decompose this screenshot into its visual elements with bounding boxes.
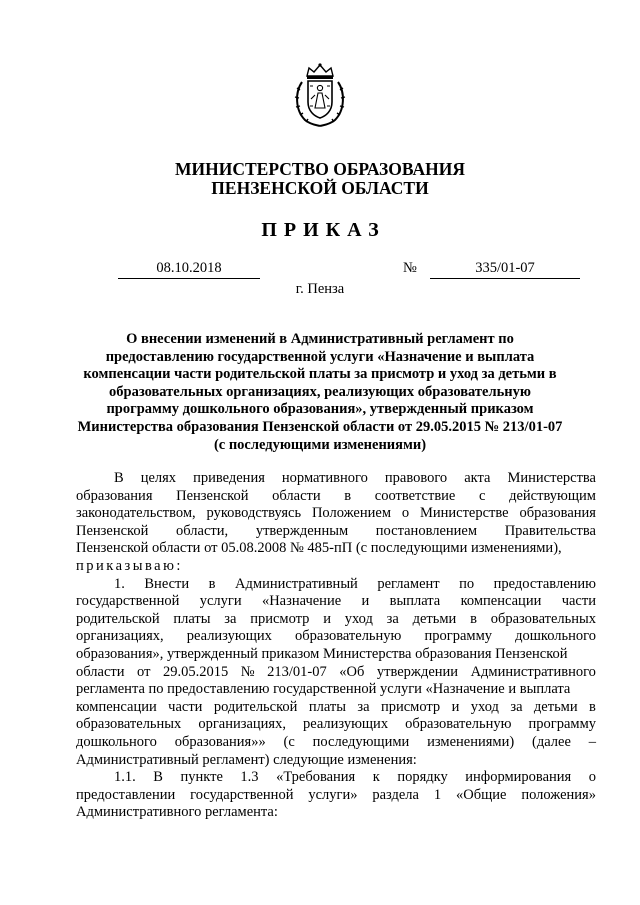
body-line (76, 804, 596, 822)
title-line: О внесении изменений в Административный регламент по (126, 331, 514, 347)
body-text: детьми (533, 698, 578, 715)
order-city: г. Пенза (295, 281, 345, 297)
body-text: действующим (509, 487, 596, 504)
number-sign: № (403, 260, 417, 276)
body-text: Положением (311, 505, 392, 522)
body-text: присмотр (380, 698, 441, 715)
body-text: предоставлении (76, 786, 176, 803)
body-line (76, 611, 596, 629)
body-text: В (153, 769, 163, 786)
body-text: с (479, 487, 486, 504)
body-line (76, 558, 596, 576)
body-text: государственной (190, 786, 294, 803)
body-text: образовательную (295, 628, 402, 645)
body-text: выплата (389, 593, 441, 610)
body-line (76, 540, 596, 558)
body-text: Правительства (504, 522, 596, 539)
body-line (76, 734, 596, 752)
body-text: в (208, 575, 216, 592)
body-text: Пензенской (176, 487, 249, 504)
body-text: организациях, (76, 628, 164, 645)
body-text: услуги (199, 593, 242, 610)
body-text: образовательных (76, 716, 182, 733)
body-text: 213/01-07 (267, 663, 327, 680)
body-text: организациях, (198, 716, 286, 733)
body-text: образования (519, 505, 596, 522)
body-text: Административного регламента: (76, 804, 278, 821)
body-line (76, 488, 596, 506)
body-text: в (470, 610, 477, 627)
body-text: к (372, 769, 380, 786)
body-text: реализующих (302, 716, 389, 733)
body-text: части (561, 593, 596, 610)
body-text: и (323, 610, 331, 627)
body-line (76, 699, 596, 717)
body-text: образования», утвержденный приказом Министерства образования Пензенской (76, 645, 568, 662)
body-text: регламент (377, 575, 440, 592)
ministry-name (0, 160, 640, 198)
title-line: компенсации части родительской платы за присмотр и уход за детьми в (83, 366, 557, 383)
body-text: 1.1. (114, 769, 136, 786)
body-text: «Назначение (261, 593, 342, 610)
body-line (76, 628, 596, 646)
body-line (76, 505, 596, 523)
body-text: программу (424, 628, 493, 645)
body-text: № (240, 663, 255, 680)
body-text: (с (283, 733, 295, 750)
body-text: платы (308, 698, 346, 715)
body-text: соответствие (374, 487, 456, 504)
body-text: дошкольного (515, 628, 596, 645)
body-text: Внести (144, 575, 190, 592)
body-text: раздела (372, 786, 419, 803)
body-text: «Общие (455, 786, 507, 803)
body-line (76, 664, 596, 682)
body-text: о (588, 769, 596, 786)
body-text: присмотр (250, 610, 310, 627)
body-text: от (137, 663, 151, 680)
body-text: области (272, 487, 321, 504)
ministry-line-1: МИНИСТЕРСТВО ОБРАЗОВАНИЯ (175, 159, 465, 179)
order-title (60, 331, 580, 454)
body-text: постановлением (375, 522, 478, 539)
body-text: за (510, 698, 523, 715)
body-line (76, 769, 596, 787)
title-line: Министерства образования Пензенской области от 29.05.2015 № 213/01-07 (77, 418, 563, 435)
body-text: дошкольного (76, 733, 157, 750)
body-text: платы (173, 610, 211, 627)
coat-of-arms-emblem (293, 62, 347, 128)
ministry-line-2: ПЕНЗЕНСКОЙ ОБЛАСТИ (211, 178, 429, 198)
body-text: образовательных (490, 610, 596, 627)
body-text: предоставлению (493, 575, 596, 592)
body-text: государственной (76, 593, 180, 610)
body-text: положения» (521, 786, 596, 803)
body-text: информирования (465, 769, 572, 786)
body-text: компенсации (460, 593, 542, 610)
body-text: пункте (180, 769, 223, 786)
body-text: 1.3 (240, 769, 259, 786)
body-text: порядку (397, 769, 448, 786)
body-line (76, 752, 596, 770)
body-text: за (386, 610, 399, 627)
body-text: (далее (532, 733, 571, 750)
body-text: 29.05.2015 (162, 663, 229, 680)
body-text: 1. (114, 575, 125, 592)
body-text: «Об (339, 663, 365, 680)
body-text: законодательством, (76, 505, 196, 522)
title-line: образовательных организациях, реализующих образовательную (109, 383, 531, 400)
body-text: целях (140, 470, 177, 486)
body-text: детьми (412, 610, 457, 627)
body-line (76, 646, 596, 664)
body-text: Пензенской (76, 522, 149, 539)
body-text: услуги» (308, 786, 358, 803)
body-text: приведения (193, 470, 265, 486)
body-text: руководствуясь (206, 505, 302, 522)
body-text: программу (528, 716, 596, 733)
body-text: изменениями) (427, 733, 515, 750)
body-text: акта (464, 470, 491, 486)
body-text: утверждении (376, 663, 459, 680)
body-line (76, 787, 596, 805)
body-line (76, 523, 596, 541)
title-line: предоставлению государственной услуги «Назначение и выплата (105, 348, 535, 365)
body-line (76, 576, 596, 594)
body-text: и (361, 593, 370, 610)
body-text: области, (176, 522, 229, 539)
body-text: и (451, 698, 460, 715)
body-text: Министерстве (419, 505, 509, 522)
body-line (76, 681, 596, 699)
body-text: – (588, 733, 596, 750)
body-text: о (401, 505, 410, 522)
body-text: «Требования (276, 769, 356, 786)
body-text: Административного (470, 663, 596, 680)
body-text: уход (344, 610, 373, 627)
body-text: реализующих (186, 628, 272, 645)
body-text: В (114, 470, 124, 486)
body-line (76, 470, 596, 488)
body-text: уход (470, 698, 499, 715)
body-text: за (357, 698, 370, 715)
body-text: 1 (433, 786, 442, 803)
order-number: 335/01-07 (430, 260, 580, 279)
body-text: части (168, 698, 203, 715)
body-text: образования»» (174, 733, 266, 750)
title-line: программу дошкольного образования», утвержденный приказом (106, 401, 534, 418)
body-text: образовательную (405, 716, 512, 733)
order-body-text (76, 470, 596, 822)
body-text: образования (76, 487, 153, 504)
body-text: по (459, 575, 475, 592)
body-line (76, 593, 596, 611)
body-text: утвержденным (255, 522, 349, 539)
body-text: приказываю: (76, 557, 183, 574)
body-text: правового (384, 470, 448, 486)
body-text: в (344, 487, 352, 504)
order-date: 08.10.2018 (118, 260, 260, 279)
body-text: за (224, 610, 237, 627)
body-text: в (589, 698, 596, 715)
title-line: (с последующими изменениями) (213, 436, 427, 453)
document-type-heading: ПРИКАЗ (261, 219, 386, 241)
body-text: родительской (76, 610, 160, 627)
body-text: Министерства (507, 470, 596, 486)
body-text: Пензенской области от 05.08.2008 № 485-пП (с последующими изменениями), (76, 540, 562, 557)
body-text: Административный (235, 575, 358, 592)
body-text: родительской (213, 698, 298, 715)
body-text: компенсации (76, 698, 157, 715)
body-text: Административный регламент) следующие изменения: (76, 751, 417, 768)
body-text: регламента по предоставлению государственной услуги «Назначение и выплата (76, 681, 571, 698)
body-line (76, 716, 596, 734)
body-text: последующими (312, 733, 410, 750)
body-text: нормативного (281, 470, 368, 486)
body-text: области (76, 663, 125, 680)
